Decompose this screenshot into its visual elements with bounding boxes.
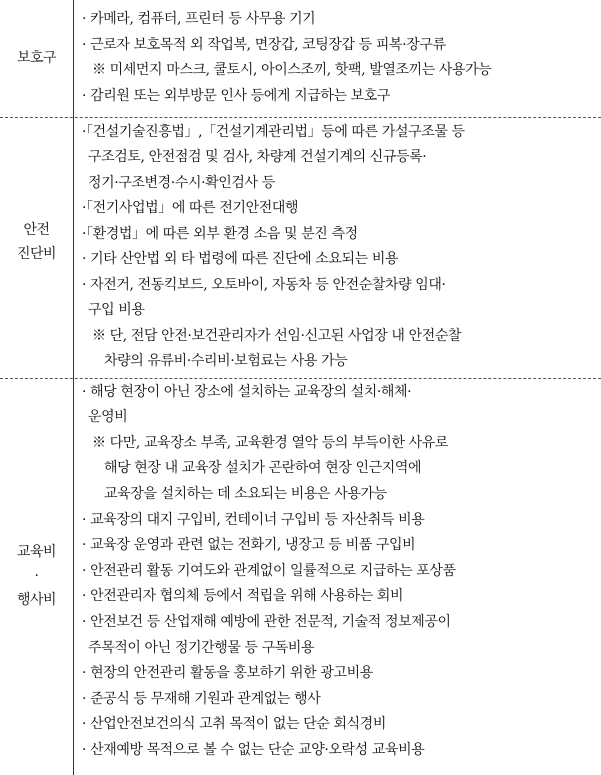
row-divider [0, 378, 601, 379]
row-divider [0, 117, 601, 118]
list-item: · 산재예방 목적으로 볼 수 없는 단순 교양·오락성 교육비용 [82, 742, 425, 758]
category-label: 보호구 [16, 50, 57, 66]
list-item: · 안전관리 활동 기여도와 관계없이 일률적으로 지급하는 포상품 [82, 563, 456, 579]
list-item: · 안전보건 등 산업재해 예방에 관한 전문적, 기술적 정보제공이 [82, 614, 451, 630]
note-item: ※ 다만, 교육장소 부족, 교육환경 열악 등의 부득이한 사유로 [92, 435, 448, 451]
list-item: · 기타 산안법 외 타 법령에 따른 진단에 소요되는 비용 [82, 251, 399, 267]
note-item-continued: 차량의 유류비·수리비·보험료는 사용 가능 [104, 353, 348, 369]
list-item-continued: 구입 비용 [88, 302, 145, 318]
list-item: · 교육장의 대지 구입비, 컨테이너 구입비 등 자산취득 비용 [82, 512, 425, 528]
list-item-continued: 구조검토, 안전점검 및 검사, 차량계 건설기계의 신규등록· [88, 149, 427, 165]
category-label: 안전 진단비 [16, 222, 57, 262]
list-item: · 안전관리자 협의체 등에서 적립을 위해 사용하는 회비 [82, 588, 404, 604]
list-item: · 감리원 또는 외부방문 인사 등에게 지급하는 보호구 [82, 88, 391, 104]
note-item: ※ 단, 전담 안전·보건관리자가 선임·신고된 사업장 내 안전순찰 [92, 328, 462, 344]
list-item-continued: 정기·구조변경·수시·확인검사 등 [88, 175, 275, 191]
note-item-continued: 교육장을 설치하는 데 소요되는 비용은 사용가능 [104, 486, 387, 502]
list-item: · 카메라, 컴퓨터, 프린터 등 사무용 기기 [82, 11, 316, 27]
list-item: · 근로자 보호목적 외 작업복, 면장갑, 코팅장갑 등 피복·장구류 [82, 37, 446, 53]
list-item-continued: 주목적이 아닌 정기간행물 등 구독비용 [88, 640, 315, 656]
list-item: · 자전거, 전동킥보드, 오토바이, 자동차 등 안전순찰차량 임대· [82, 277, 446, 293]
list-item: · 산업안전보건의식 고취 목적이 없는 단순 회식경비 [82, 716, 386, 732]
list-item: · 현장의 안전관리 활동을 홍보하기 위한 광고비용 [82, 665, 373, 681]
list-item: · 교육장 운영과 관련 없는 전화기, 냉장고 등 비품 구입비 [82, 537, 416, 553]
list-item: · 준공식 등 무재해 기원과 관계없는 행사 [82, 691, 321, 707]
list-item: ·「건설기술진흥법」,「건설기계관리법」등에 따른 가설구조물 등 [82, 124, 465, 140]
list-item: · 해당 현장이 아닌 장소에 설치하는 교육장의 설치·해체· [82, 384, 412, 400]
list-item: ·「환경법」에 따른 외부 환경 소음 및 분진 측정 [82, 226, 358, 242]
note-item: ※ 미세먼지 마스크, 쿨토시, 아이스조끼, 핫팩, 발열조끼는 사용가능 [92, 62, 492, 78]
list-item: ·「전기사업법」에 따른 전기안전대행 [82, 200, 299, 216]
list-item-continued: 운영비 [88, 409, 128, 425]
category-label: 교육비 · 행사비 [16, 544, 57, 608]
note-item-continued: 해당 현장 내 교육장 설치가 곤란하여 현장 인근지역에 [104, 460, 422, 476]
